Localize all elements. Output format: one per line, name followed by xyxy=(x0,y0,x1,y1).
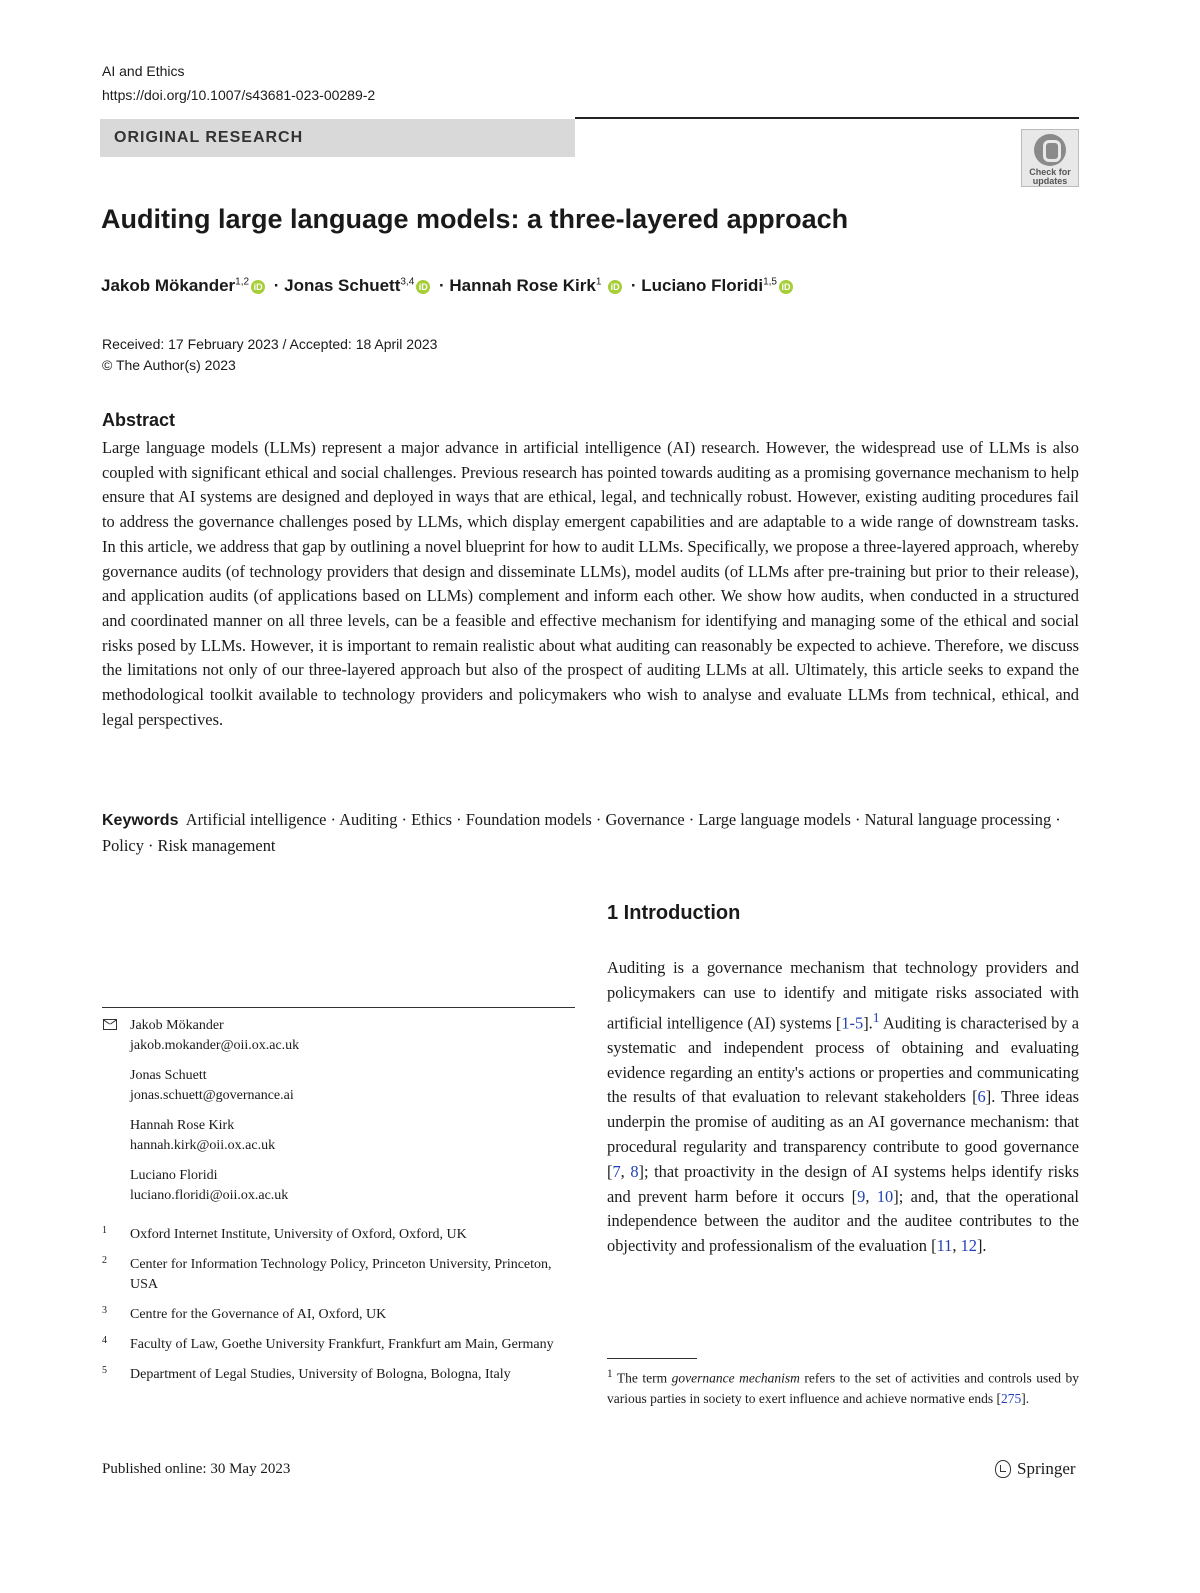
abstract-text: Large language models (LLMs) represent a major advance in artificial intelligence (AI) research. However, the widespread use of LLMs is also coupled with significant ethical and social challenges. Previous research has pointed towards auditing as a promising governance mechanism to help ensure that AI systems are designed and deployed in ways that are ethical, legal, and technically robust. However, existing auditing procedures fail to address the governance challenges posed by LLMs, which display emergent capabilities and are adaptable to a wide range of downstream tasks. In this article, we address that gap by outlining a novel blueprint for how to audit LLMs. Specifically, we propose a three-layered approach, whereby governance audits (of technology providers that design and disseminate LLMs), model audits (of LLMs after pre-training but prior to their release), and application audits (of applications based on LLMs) complement and inform each other. We show how audits, when conducted in a structured and coordinated manner on all three levels, can be a feasible and effective mechanism for identifying and managing some of the ethical and social risks posed by LLMs. However, it is important to remain realistic about what auditing can reasonably be expected to achieve. Therefore, we discuss the limitations not only of our three-layered approach but also of the prospect of auditing LLMs at all. Ultimately, this article seeks to expand the methodological toolkit available to technology providers and policymakers who wish to analyse and evaluate LLMs from technical, ethical, and legal perspectives. xyxy=(102,438,1079,729)
crossmark-icon xyxy=(1034,134,1066,166)
contact-email[interactable]: luciano.floridi@oii.ox.ac.uk xyxy=(130,1188,289,1203)
contact-email[interactable]: jonas.schuett@governance.ai xyxy=(130,1088,294,1103)
keywords-list: Artificial intelligence · Auditing · Ethics · Foundation models · Governance · Large language models · Natural language processing · Policy · Risk management xyxy=(102,810,1061,855)
citation-link[interactable]: 10 xyxy=(876,1186,894,1206)
affiliation-entry xyxy=(102,1255,575,1295)
keywords-label: Keywords xyxy=(102,812,179,829)
contact-name: Hannah Rose Kirk xyxy=(130,1118,235,1133)
article-title: Auditing large language models: a three-layered approach xyxy=(101,204,849,234)
orcid-icon[interactable]: iD xyxy=(779,280,793,294)
author-affiliation-ref: 1,2 xyxy=(235,276,250,288)
section-heading-introduction: 1 Introduction xyxy=(607,902,741,924)
copyright-notice: © The Author(s) 2023 xyxy=(102,357,236,373)
affiliation-text: Center for Information Technology Policy, Princeton University, Princeton, USA xyxy=(130,1257,552,1292)
author-name[interactable]: Jakob Mökander xyxy=(101,276,236,295)
header-rule xyxy=(575,117,1079,119)
envelope-icon xyxy=(103,1019,117,1030)
contact-name: Luciano Floridi xyxy=(130,1168,218,1183)
author-name[interactable]: Jonas Schuett xyxy=(284,276,401,295)
contact-entry xyxy=(130,1166,575,1206)
affiliation-text: Faculty of Law, Goethe University Frankfurt, Frankfurt am Main, Germany xyxy=(130,1337,554,1352)
keywords xyxy=(102,808,1079,858)
author-affiliation-ref: 1,5 xyxy=(763,276,777,288)
contact-entry xyxy=(130,1116,575,1156)
citation-link[interactable]: 8 xyxy=(630,1161,639,1181)
contact-entry xyxy=(130,1066,575,1106)
contact-name: Jonas Schuett xyxy=(130,1068,207,1083)
intro-text: Auditing is a governance mechanism that technology providers and policymakers can use to identify and mitigate risks associated with artificial intelligence (AI) systems xyxy=(607,958,1079,1033)
affiliation-number: 1 xyxy=(102,1225,107,1236)
footnote-number: 1 xyxy=(607,1368,613,1380)
author-name[interactable]: Luciano Floridi xyxy=(641,276,764,295)
intro-text: Auditing is characterised by a systematic and independent process of obtaining and evaluating evidence regarding an entity's actions or properties and communicating the results of that evaluation to relevant stakeholders xyxy=(607,1013,1079,1107)
submission-dates: Received: 17 February 2023 / Accepted: 18 April 2023 xyxy=(102,336,438,352)
affiliation-text: Oxford Internet Institute, University of Oxford, Oxford, UK xyxy=(130,1227,467,1242)
journal-name: AI and Ethics xyxy=(102,63,185,79)
check-for-updates-badge[interactable] xyxy=(1021,129,1079,187)
contact-name: Jakob Mökander xyxy=(130,1018,224,1033)
affiliation-number: 4 xyxy=(102,1335,107,1346)
footnote-rule xyxy=(607,1358,697,1359)
footnote-text: The term xyxy=(616,1370,668,1386)
intro-text: ; that proactivity in the design of AI systems helps identify risks and prevent harm before it occurs xyxy=(607,1161,1079,1206)
affiliation-list xyxy=(102,1225,575,1395)
affiliation-text: Department of Legal Studies, University of Bologna, Bologna, Italy xyxy=(130,1367,511,1382)
author-name[interactable]: Hannah Rose Kirk xyxy=(449,276,596,295)
footnote-term: governance mechanism xyxy=(671,1370,800,1386)
footnote-ref-link[interactable]: 1 xyxy=(872,1009,880,1025)
affiliation-entry xyxy=(102,1335,575,1355)
affiliation-entry xyxy=(102,1365,575,1385)
abstract-heading: Abstract xyxy=(102,410,176,430)
author-affiliation-ref: 3,4 xyxy=(400,276,415,288)
contact-email[interactable]: jakob.mokander@oii.ox.ac.uk xyxy=(130,1038,300,1053)
author-affiliation-ref: 1 xyxy=(595,276,602,288)
intro-text: . Three ideas underpin the promise of auditing as an AI governance mechanism: that procedural regularity and transparency contribute to good governance xyxy=(607,1087,1079,1157)
affiliation-entry xyxy=(102,1305,575,1325)
contact-email[interactable]: hannah.kirk@oii.ox.ac.uk xyxy=(130,1138,276,1153)
doi-link[interactable]: https://doi.org/10.1007/s43681-023-00289-2 xyxy=(102,87,376,103)
publisher-name: Springer xyxy=(1017,1459,1076,1478)
affiliation-entry xyxy=(102,1225,575,1245)
orcid-icon[interactable]: iD xyxy=(608,280,622,294)
publisher-logo xyxy=(995,1459,1076,1479)
intro-text: ; and, that the operational independence between the auditor and the auditee contributes to the objectivity and professionalism of the evaluation xyxy=(607,1186,1079,1256)
orcid-icon[interactable]: iD xyxy=(416,280,430,294)
citation-link[interactable]: 6 xyxy=(977,1087,986,1107)
citation-link[interactable]: 1-5 xyxy=(841,1013,864,1033)
affiliation-number: 2 xyxy=(102,1255,107,1266)
citation-link[interactable]: 7 xyxy=(612,1161,621,1181)
affiliation-number: 3 xyxy=(102,1305,107,1316)
published-online-date: Published online: 30 May 2023 xyxy=(102,1461,291,1477)
citation-link[interactable]: 9 xyxy=(857,1186,866,1206)
affiliation-text: Centre for the Governance of AI, Oxford, UK xyxy=(130,1307,387,1322)
check-for-updates-label: Check for updates xyxy=(1029,167,1071,186)
citation-link[interactable]: 12 xyxy=(960,1236,977,1256)
affiliation-number: 5 xyxy=(102,1365,107,1376)
springer-horse-icon xyxy=(995,1460,1011,1478)
footnote-text: refers to the set of activities and controls used by various parties in society to exert influence and achieve normative ends xyxy=(607,1370,1079,1406)
footnote: $^1$ The term governance mechanism refers to the set of activities and controls used by various parties in society to exert influence and achieve normative ends [275]. xyxy=(607,1368,1079,1406)
citation-link[interactable]: 11 xyxy=(936,1236,953,1256)
article-type-label: ORIGINAL RESEARCH xyxy=(100,119,575,157)
citation-link[interactable]: 275 xyxy=(1000,1391,1022,1406)
contact-list xyxy=(102,1016,575,1216)
contact-entry xyxy=(130,1016,575,1056)
author-list: Jakob Mökander$^{1,2}$ iD · Jonas Schuett$^{3,4}$ iD · Hannah Rose Kirk$^1$ iD · Luciano Floridi$^{1,5}$ iD xyxy=(101,276,797,296)
orcid-icon[interactable]: iD xyxy=(251,280,265,294)
introduction-paragraph: Auditing is a governance mechanism that technology providers and policymakers can use to identify and mitigate risks associated with artificial intelligence (AI) systems [1-5].$^1$ Auditing is characterised by a systematic and independent process of obtaining and evaluating evidence regarding an entity's actions or properties and communicating the results of that evaluation to relevant stakeholders [6]. Three ideas underpin the promise of auditing as an AI governance mechanism: that procedural regularity and transparency contribute to good governance [7, 8]; that proactivity in the design of AI systems helps identify risks and prevent harm before it occurs [9, 10]; and, that the operational independence between the auditor and the auditee contributes to the objectivity and professionalism of the evaluation [11, 12]. xyxy=(607,958,1079,1256)
contact-rule xyxy=(102,1007,575,1008)
